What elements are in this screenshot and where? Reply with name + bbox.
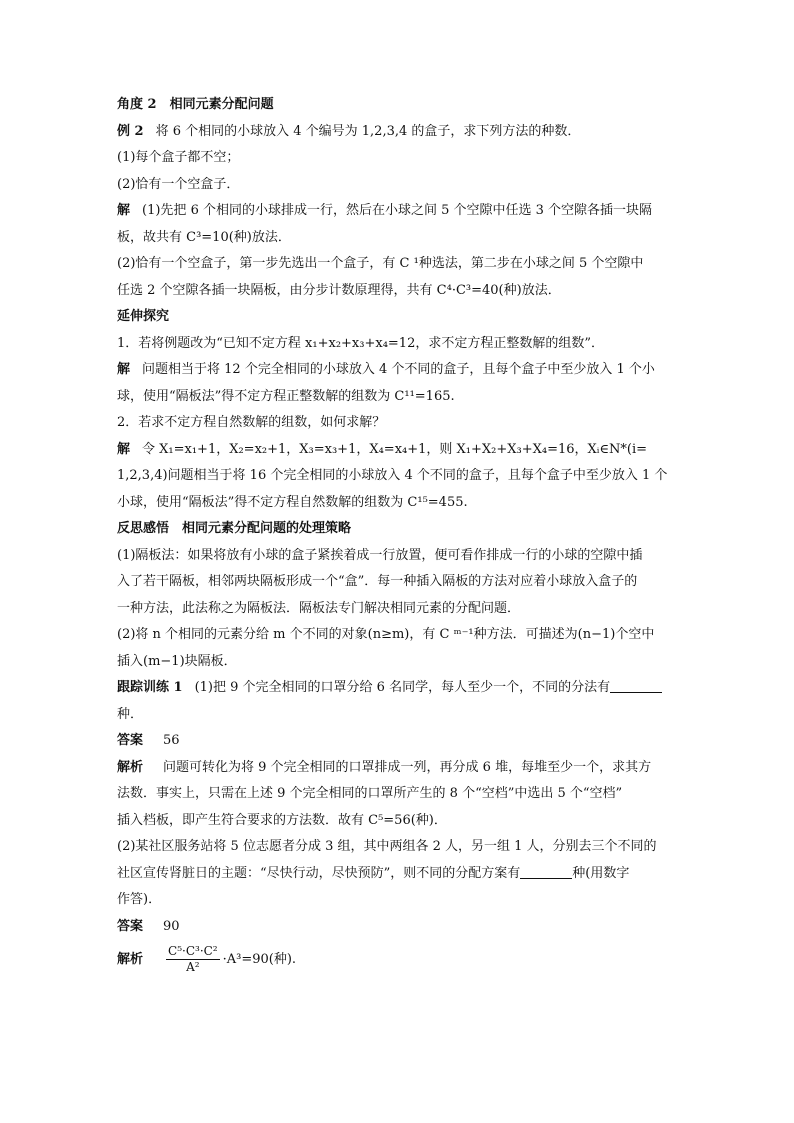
fraction-numerator: C⁵·C³·C² (168, 944, 218, 958)
extension-title: 延伸探究 (117, 309, 170, 324)
answer-1-value: 56 (163, 733, 180, 748)
fraction-denominator: A² (186, 960, 200, 974)
solution-1-line-1 (117, 198, 682, 225)
extension-1-text: 问题相当于将 12 个完全相同的小球放入 4 个不同的盒子，且每个盒子中至少放入 1 个小 (142, 362, 655, 377)
reflection-2-line-2: 插入(m−1)块隔板． (117, 653, 237, 669)
extension-2-text: 令 X₁=x₁+1，X₂=x₂+1，X₃=x₃+1，X₄=x₄+1，则 X₁+X₂+X₃+X₄=16，Xᵢ∈N*(i= (142, 441, 648, 457)
example-question-2: (2)恰有一个空盒子． (117, 176, 240, 192)
reflection-1-line-3: 一种方法，此法称之为隔板法．隔板法专门解决相同元素的分配问题． (117, 600, 521, 616)
solution-label: 解 (117, 203, 131, 218)
analysis-1-text: 问题可转化为将 9 个完全相同的口罩排成一列，再分成 6 堆，每堆至少一个，求其方 (163, 759, 652, 775)
analysis-1-line-1 (117, 755, 682, 782)
example-question-1: (1)每个盒子都不空； (117, 150, 240, 165)
example-statement (117, 119, 682, 146)
practice-1-text: (1)把 9 个完全相同的口罩分给 6 名同学，每人至少一个，不同的分法有 (194, 680, 611, 695)
practice-1-line-1 (117, 675, 682, 702)
answer-1-label: 答案 (117, 733, 144, 748)
extension-2-solution (117, 437, 682, 464)
practice-2-line-1: (2)某社区服务站将 5 位志愿者分成 3 组，其中两组各 2 人，另一组 1 人，分别去三个不同的 (117, 839, 657, 854)
analysis-2 (117, 940, 682, 980)
reflection-title: 反思感悟 相同元素分配问题的处理策略 (117, 521, 352, 536)
example-label: 例 2 (117, 123, 144, 139)
answer-blank (610, 678, 662, 693)
reflection-1-line-2: 入了若干隔板，相邻两块隔板形成一个“盒”．每一种插入隔板的方法对应着小球放入盒子的 (117, 574, 638, 589)
reflection-2-line-1: (2)将 n 个相同的元素分给 m 个不同的对象(n≥m)，有 C ᵐ⁻¹种方法．可描述为(n−1)个空中 (117, 627, 655, 642)
solution-1-line-2: 板，故共有 C³=10(种)放法． (117, 229, 291, 245)
practice-2-tail: 种(用数字 (572, 865, 630, 881)
analysis-2-tail: ·A³=90(种). (222, 952, 297, 967)
answer-2-value: 90 (163, 918, 180, 934)
extension-1-question: 1．若将例题改为“已知不定方程 x₁+x₂+x₃+x₄=12，求不定方程正整数解的组数”． (117, 335, 604, 351)
extension-1-solution-cont: 球，使用“隔板法”得不定方程正整数解的组数为 C¹¹=165. (117, 388, 455, 404)
extension-2-solution-cont-2: 小球，使用“隔板法”得不定方程自然数解的组数为 C¹⁵=455. (117, 494, 468, 510)
practice-2-line-3: 作答)． (117, 892, 162, 907)
angle-title: 角度 2 相同元素分配问题 (117, 97, 274, 112)
answer-1 (117, 728, 682, 755)
answer-2 (117, 914, 682, 941)
extension-1-label: 解 (117, 362, 131, 377)
practice-2-text: 社区宣传肾脏日的主题：“尽快行动，尽快预防”，则不同的分配方案有 (117, 865, 521, 881)
fraction (166, 944, 220, 975)
solution-text: (1)先把 6 个相同的小球排成一行，然后在小球之间 5 个空隙中任选 3 个空隙各插一块隔 (142, 203, 653, 218)
extension-2-label: 解 (117, 441, 131, 457)
answer-2-label: 答案 (117, 918, 144, 934)
example-text: 将 6 个相同的小球放入 4 个编号为 1,2,3,4 的盒子，求下列方法的种数． (155, 123, 581, 139)
practice-2-line-2 (117, 861, 682, 888)
document-page (117, 92, 682, 980)
reflection-1-line-1: (1)隔板法：如果将放有小球的盒子紧挨着成一行放置，便可看作排成一行的小球的空隙中插 (117, 547, 643, 563)
extension-1-solution (117, 357, 682, 384)
analysis-1-line-3: 插入档板，即产生符合要求的方法数．故有 C⁵=56(种)． (117, 812, 447, 828)
solution-2-line-1: (2)恰有一个空盒子，第一步先选出一个盒子，有 C ¹种选法，第二步在小球之间 5 个空隙中 (117, 256, 644, 271)
analysis-1-line-2: 法数．事实上，只需在上述 9 个完全相同的口罩所产生的 8 个“空档”中选出 5 个“空档” (117, 786, 623, 801)
practice-label: 跟踪训练 1 (117, 680, 183, 695)
answer-blank (520, 864, 572, 879)
extension-2-solution-cont-1: 1,2,3,4)问题相当于将 16 个完全相同的小球放入 4 个不同的盒子，且每个盒子中至少放入 1 个 (117, 468, 668, 483)
practice-1-line-2: 种． (117, 706, 144, 722)
analysis-1-label: 解析 (117, 759, 144, 775)
solution-2-line-2: 任选 2 个空隙各插一块隔板，由分步计数原理得，共有 C⁴·C³=40(种)放法． (117, 282, 561, 298)
extension-2-question: 2．若求不定方程自然数解的组数，如何求解？ (117, 415, 386, 430)
analysis-2-label: 解析 (117, 952, 144, 967)
